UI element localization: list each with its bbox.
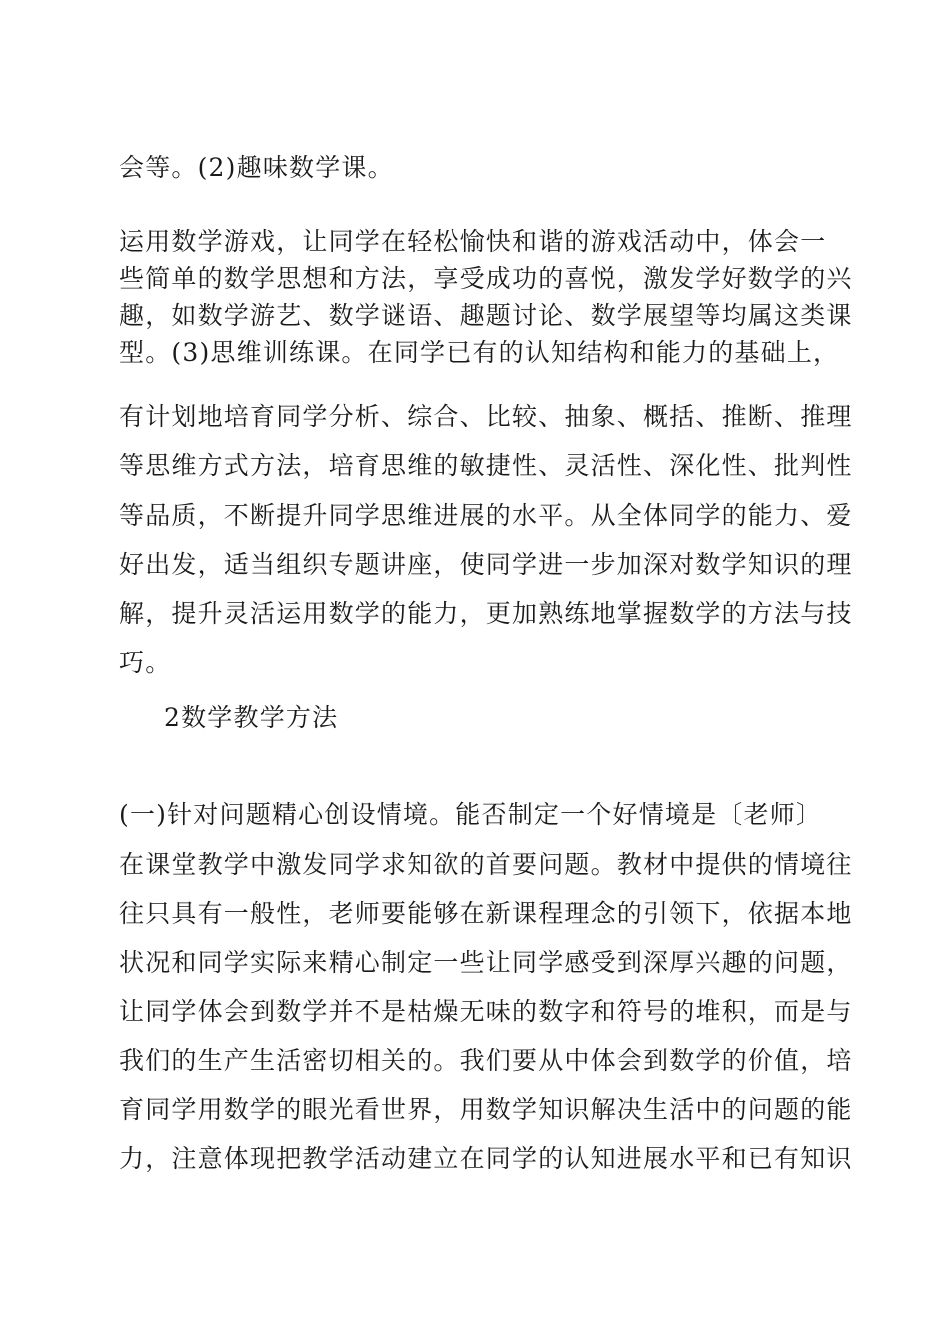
text-line: 力，注意体现把教学活动建立在同学的认知进展水平和已有知识	[119, 1144, 853, 1173]
text-line: 巧。	[119, 648, 172, 677]
text-line: 趣，如数学游艺、数学谜语、趣题讨论、数学展望等均属这类课	[119, 301, 853, 330]
section-heading: 2数学教学方法	[164, 703, 339, 732]
text-line: 育同学用数学的眼光看世界，用数学知识解决生活中的问题的能	[119, 1095, 853, 1124]
text-line: 运用数学游戏，让同学在轻松愉快和谐的游戏活动中，体会一	[119, 227, 827, 256]
text-line: 有计划地培育同学分析、综合、比较、抽象、概括、推断、推理	[119, 402, 853, 431]
text-line: 好出发，适当组织专题讲座，使同学进一步加深对数学知识的理	[119, 550, 853, 579]
text-line: 等品质，不断提升同学思维进展的水平。从全体同学的能力、爱	[119, 501, 853, 530]
text-line: 让同学体会到数学并不是枯燥无味的数字和符号的堆积，而是与	[119, 997, 853, 1026]
text-line: 会等。(2)趣味数学课。	[119, 153, 394, 182]
text-line: 型。(3)思维训练课。在同学已有的认知结构和能力的基础上，	[119, 338, 840, 367]
text-line: 状况和同学实际来精心制定一些让同学感受到深厚兴趣的问题，	[119, 948, 853, 977]
text-line: 解，提升灵活运用数学的能力，更加熟练地掌握数学的方法与技	[119, 599, 853, 628]
text-line: (一)针对问题精心创设情境。能否制定一个好情境是〔老师〕	[119, 800, 823, 829]
text-line: 在课堂教学中激发同学求知欲的首要问题。教材中提供的情境往	[119, 850, 853, 879]
text-line: 往只具有一般性，老师要能够在新课程理念的引领下，依据本地	[119, 899, 853, 928]
text-line: 等思维方式方法，培育思维的敏捷性、灵活性、深化性、批判性	[119, 451, 853, 480]
text-line: 我们的生产生活密切相关的。我们要从中体会到数学的价值，培	[119, 1046, 853, 1075]
text-line: 些简单的数学思想和方法，享受成功的喜悦，激发学好数学的兴	[119, 264, 853, 293]
